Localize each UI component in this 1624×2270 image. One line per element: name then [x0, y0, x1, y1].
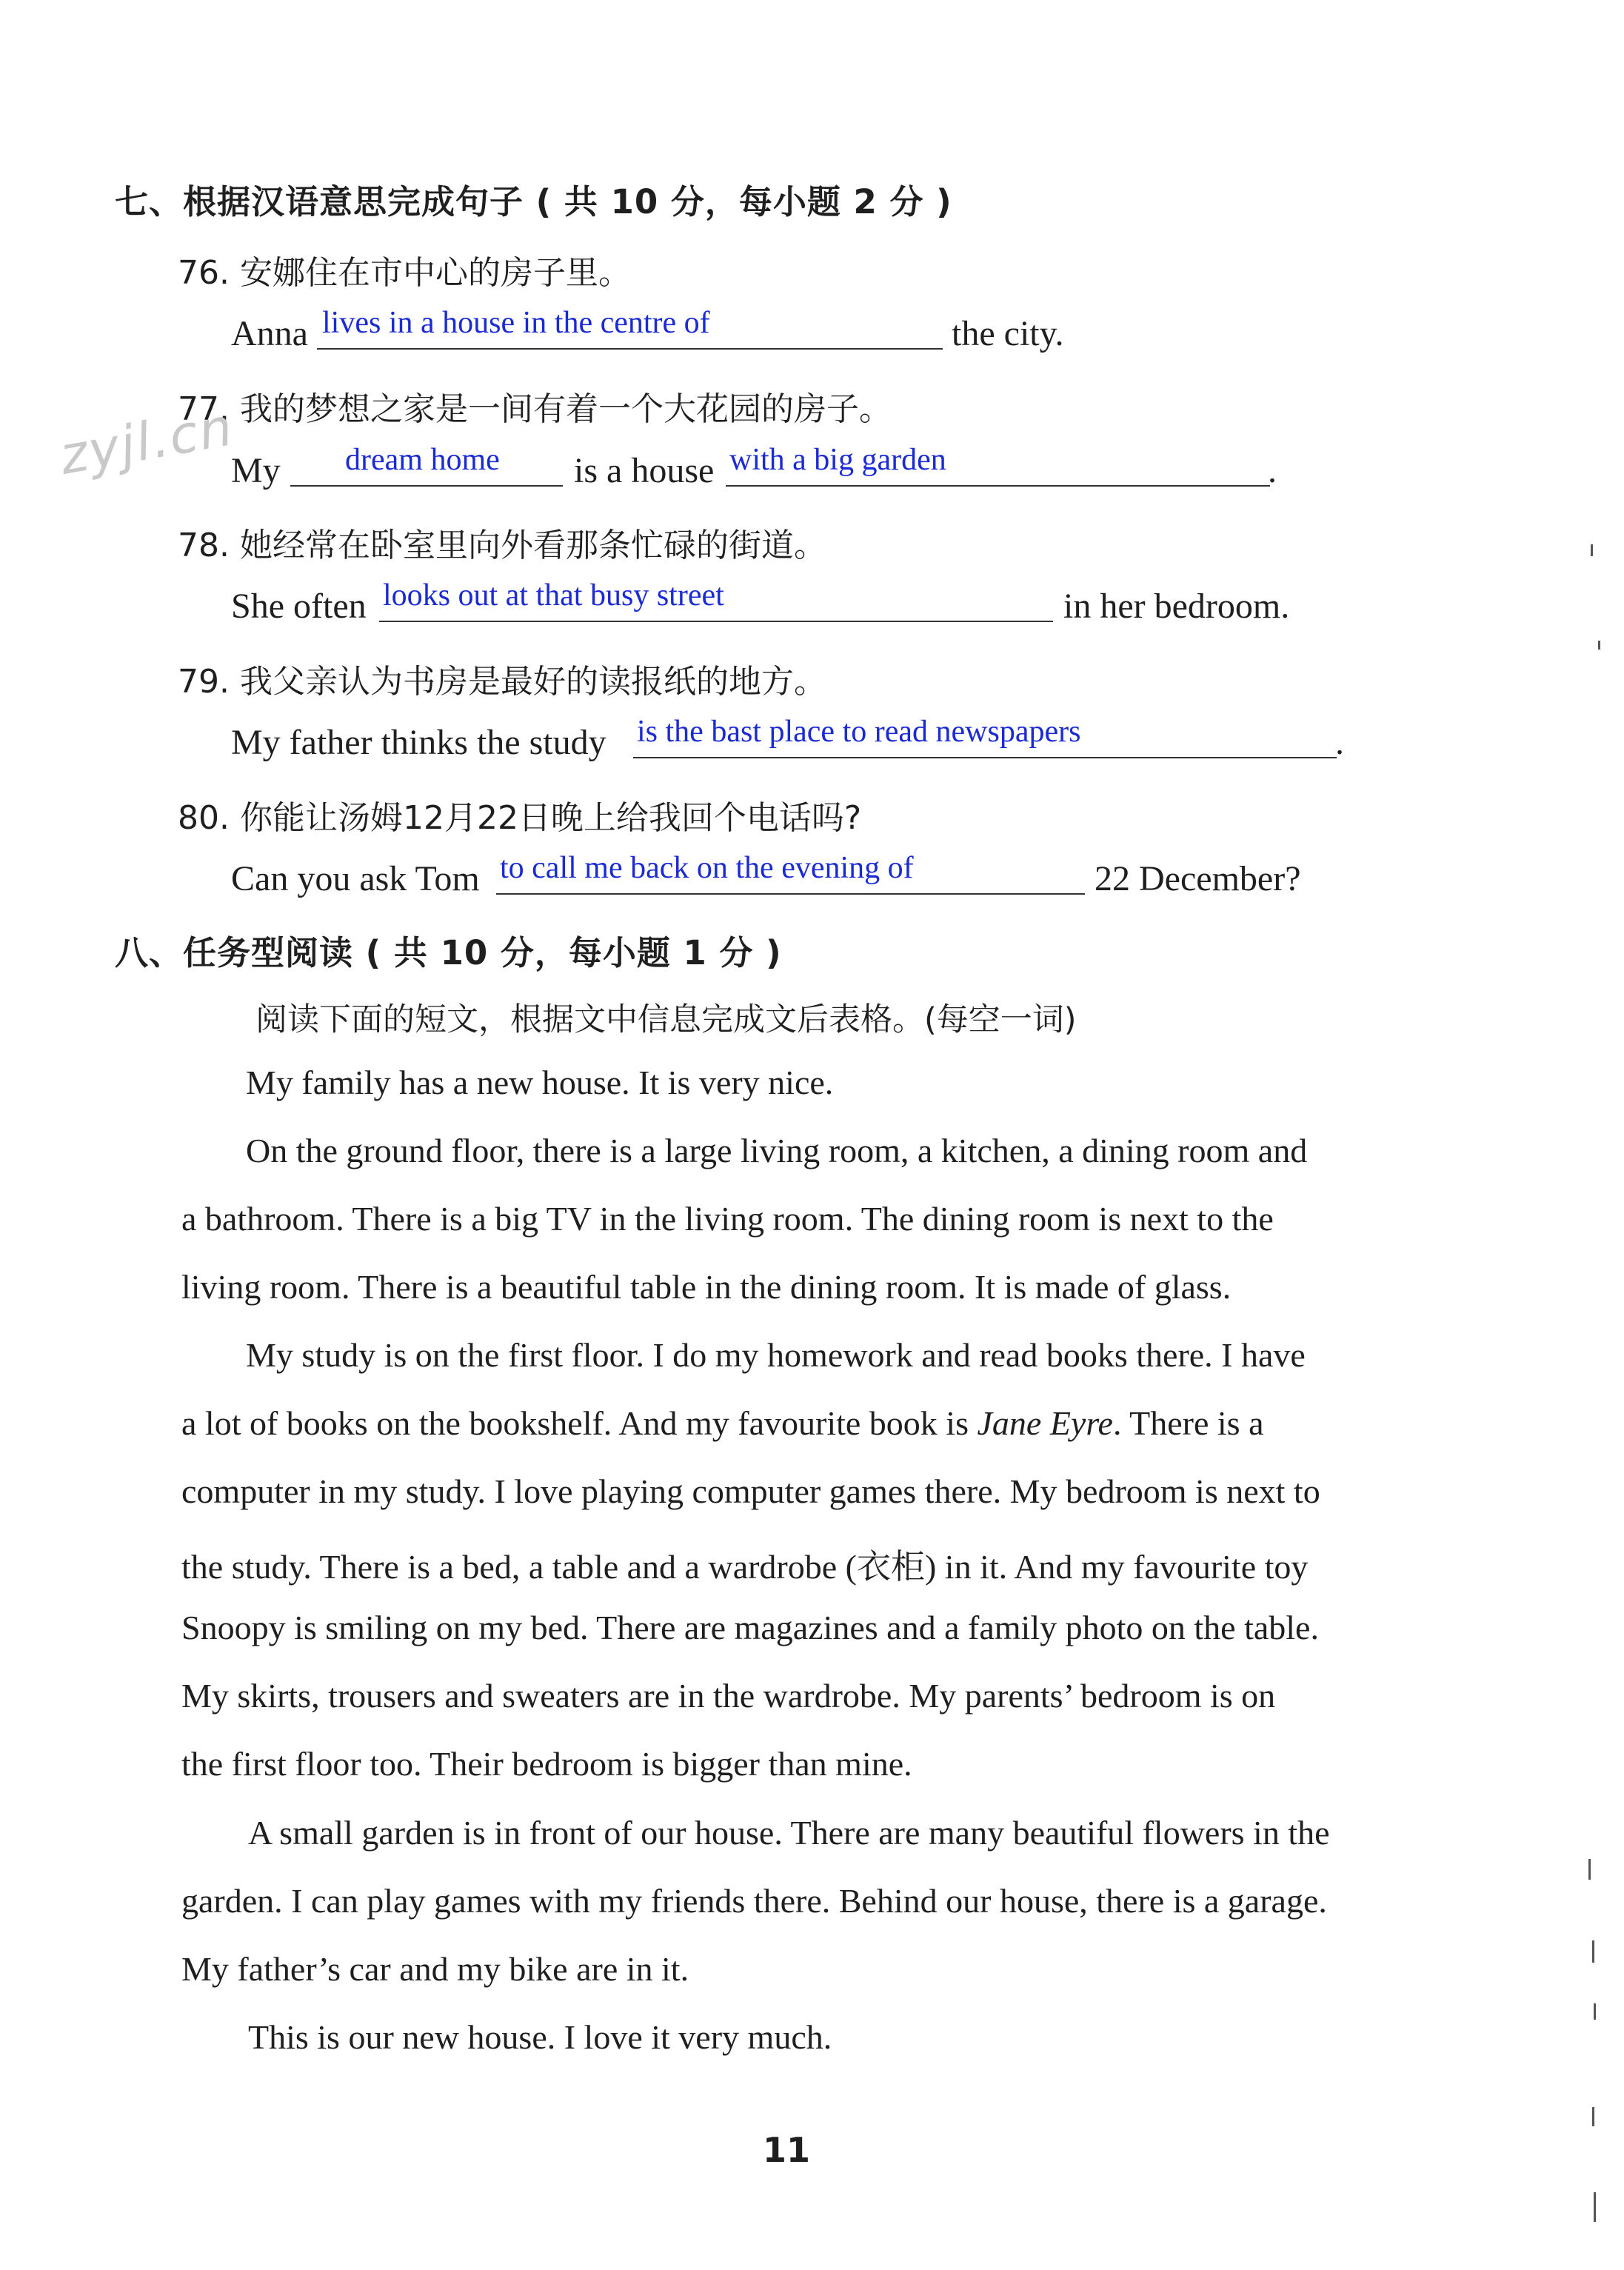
scan-mark [1591, 544, 1593, 556]
passage-line-12: A small garden is in front of our house. There are many beautiful flowers in the [248, 1814, 1330, 1852]
section-7-title: 七、根据汉语意思完成句子 ( 共 10 分，每小题 2 分 ) [115, 182, 952, 221]
q78-chinese: 78. 她经常在卧室里向外看那条忙碌的街道。 [178, 527, 826, 564]
scan-mark [1592, 2107, 1594, 2126]
q80-blank[interactable] [496, 893, 1085, 895]
section-8-instruction: 阅读下面的短文，根据文中信息完成文后表格。(每空一词) [255, 1001, 1077, 1038]
passage-line-3: a bathroom. There is a big TV in the living room. The dining room is next to the [181, 1200, 1274, 1238]
watermark: zyjl.cn [55, 396, 238, 487]
passage-line-8: the study. There is a bed, a table and a wardrobe (衣柜) in it. And my favourite toy [181, 1548, 1309, 1586]
passage-line-2: On the ground floor, there is a large living room, a kitchen, a dining room and [246, 1132, 1308, 1169]
q76-prefix: Anna [231, 314, 308, 353]
q76-answer: lives in a house in the centre of [322, 306, 710, 340]
q76-blank[interactable] [317, 348, 943, 350]
section-8-title: 八、任务型阅读 ( 共 10 分，每小题 1 分 ) [115, 933, 782, 972]
passage-line-14: My father’s car and my bike are in it. [181, 1950, 689, 1988]
passage-line-7: computer in my study. I love playing computer games there. My bedroom is next to [181, 1472, 1320, 1510]
q77-blank-2[interactable] [726, 485, 1270, 487]
passage-line-1: My family has a new house. It is very nice. [246, 1064, 834, 1101]
passage-line-5: My study is on the first floor. I do my homework and read books there. I have [246, 1336, 1306, 1374]
q77-suffix: . [1268, 451, 1277, 490]
q80-suffix: 22 December? [1095, 859, 1301, 898]
passage-line-10: My skirts, trousers and sweaters are in the wardrobe. My parents’ bedroom is on [181, 1677, 1276, 1715]
scan-mark [1588, 1859, 1591, 1880]
q78-prefix: She often [231, 587, 367, 626]
scan-mark [1594, 2003, 1596, 2020]
q78-blank[interactable] [379, 621, 1053, 622]
q79-chinese: 79. 我父亲认为书房是最好的读报纸的地方。 [178, 663, 826, 701]
q80-prefix: Can you ask Tom [231, 859, 480, 898]
passage-line-13: garden. I can play games with my friends there. Behind our house, there is a garage. [181, 1882, 1327, 1920]
q79-prefix: My father thinks the study [231, 723, 607, 762]
q78-suffix: in her bedroom. [1063, 587, 1290, 626]
q77-answer-1: dream home [345, 443, 500, 477]
q80-answer: to call me back on the evening of [500, 851, 914, 885]
q80-chinese: 80. 你能让汤姆12月22日晚上给我回个电话吗? [178, 799, 862, 837]
q78-answer: looks out at that busy street [383, 578, 724, 612]
q76-chinese: 76. 安娜住在市中心的房子里。 [178, 254, 631, 292]
passage-line-15: This is our new house. I love it very much. [248, 2018, 832, 2056]
q77-answer-2: with a big garden [729, 443, 946, 477]
passage-line-9: Snoopy is smiling on my bed. There are magazines and a family photo on the table. [181, 1609, 1319, 1646]
q79-answer: is the bast place to read newspapers [637, 715, 1081, 749]
scan-mark [1592, 1940, 1594, 1963]
scan-mark [1598, 641, 1600, 650]
book-title: Jane Eyre [977, 1404, 1113, 1442]
q77-blank-1[interactable] [290, 485, 563, 487]
q77-middle: is a house [574, 451, 715, 490]
q79-suffix: . [1335, 723, 1344, 762]
passage-line-11: the first floor too. Their bedroom is bigger than mine. [181, 1745, 912, 1783]
passage-line-4: living room. There is a beautiful table in the dining room. It is made of glass. [181, 1268, 1232, 1306]
passage-line-6: a lot of books on the bookshelf. And my favourite book is Jane Eyre. There is a [181, 1404, 1264, 1442]
q77-prefix: My [231, 451, 281, 490]
q79-blank[interactable] [633, 757, 1337, 758]
q77-chinese: 77. 我的梦想之家是一间有着一个大花园的房子。 [178, 390, 892, 428]
q76-suffix: the city. [952, 314, 1064, 353]
page-number: 11 [763, 2130, 811, 2170]
scan-mark [1594, 2192, 1596, 2222]
